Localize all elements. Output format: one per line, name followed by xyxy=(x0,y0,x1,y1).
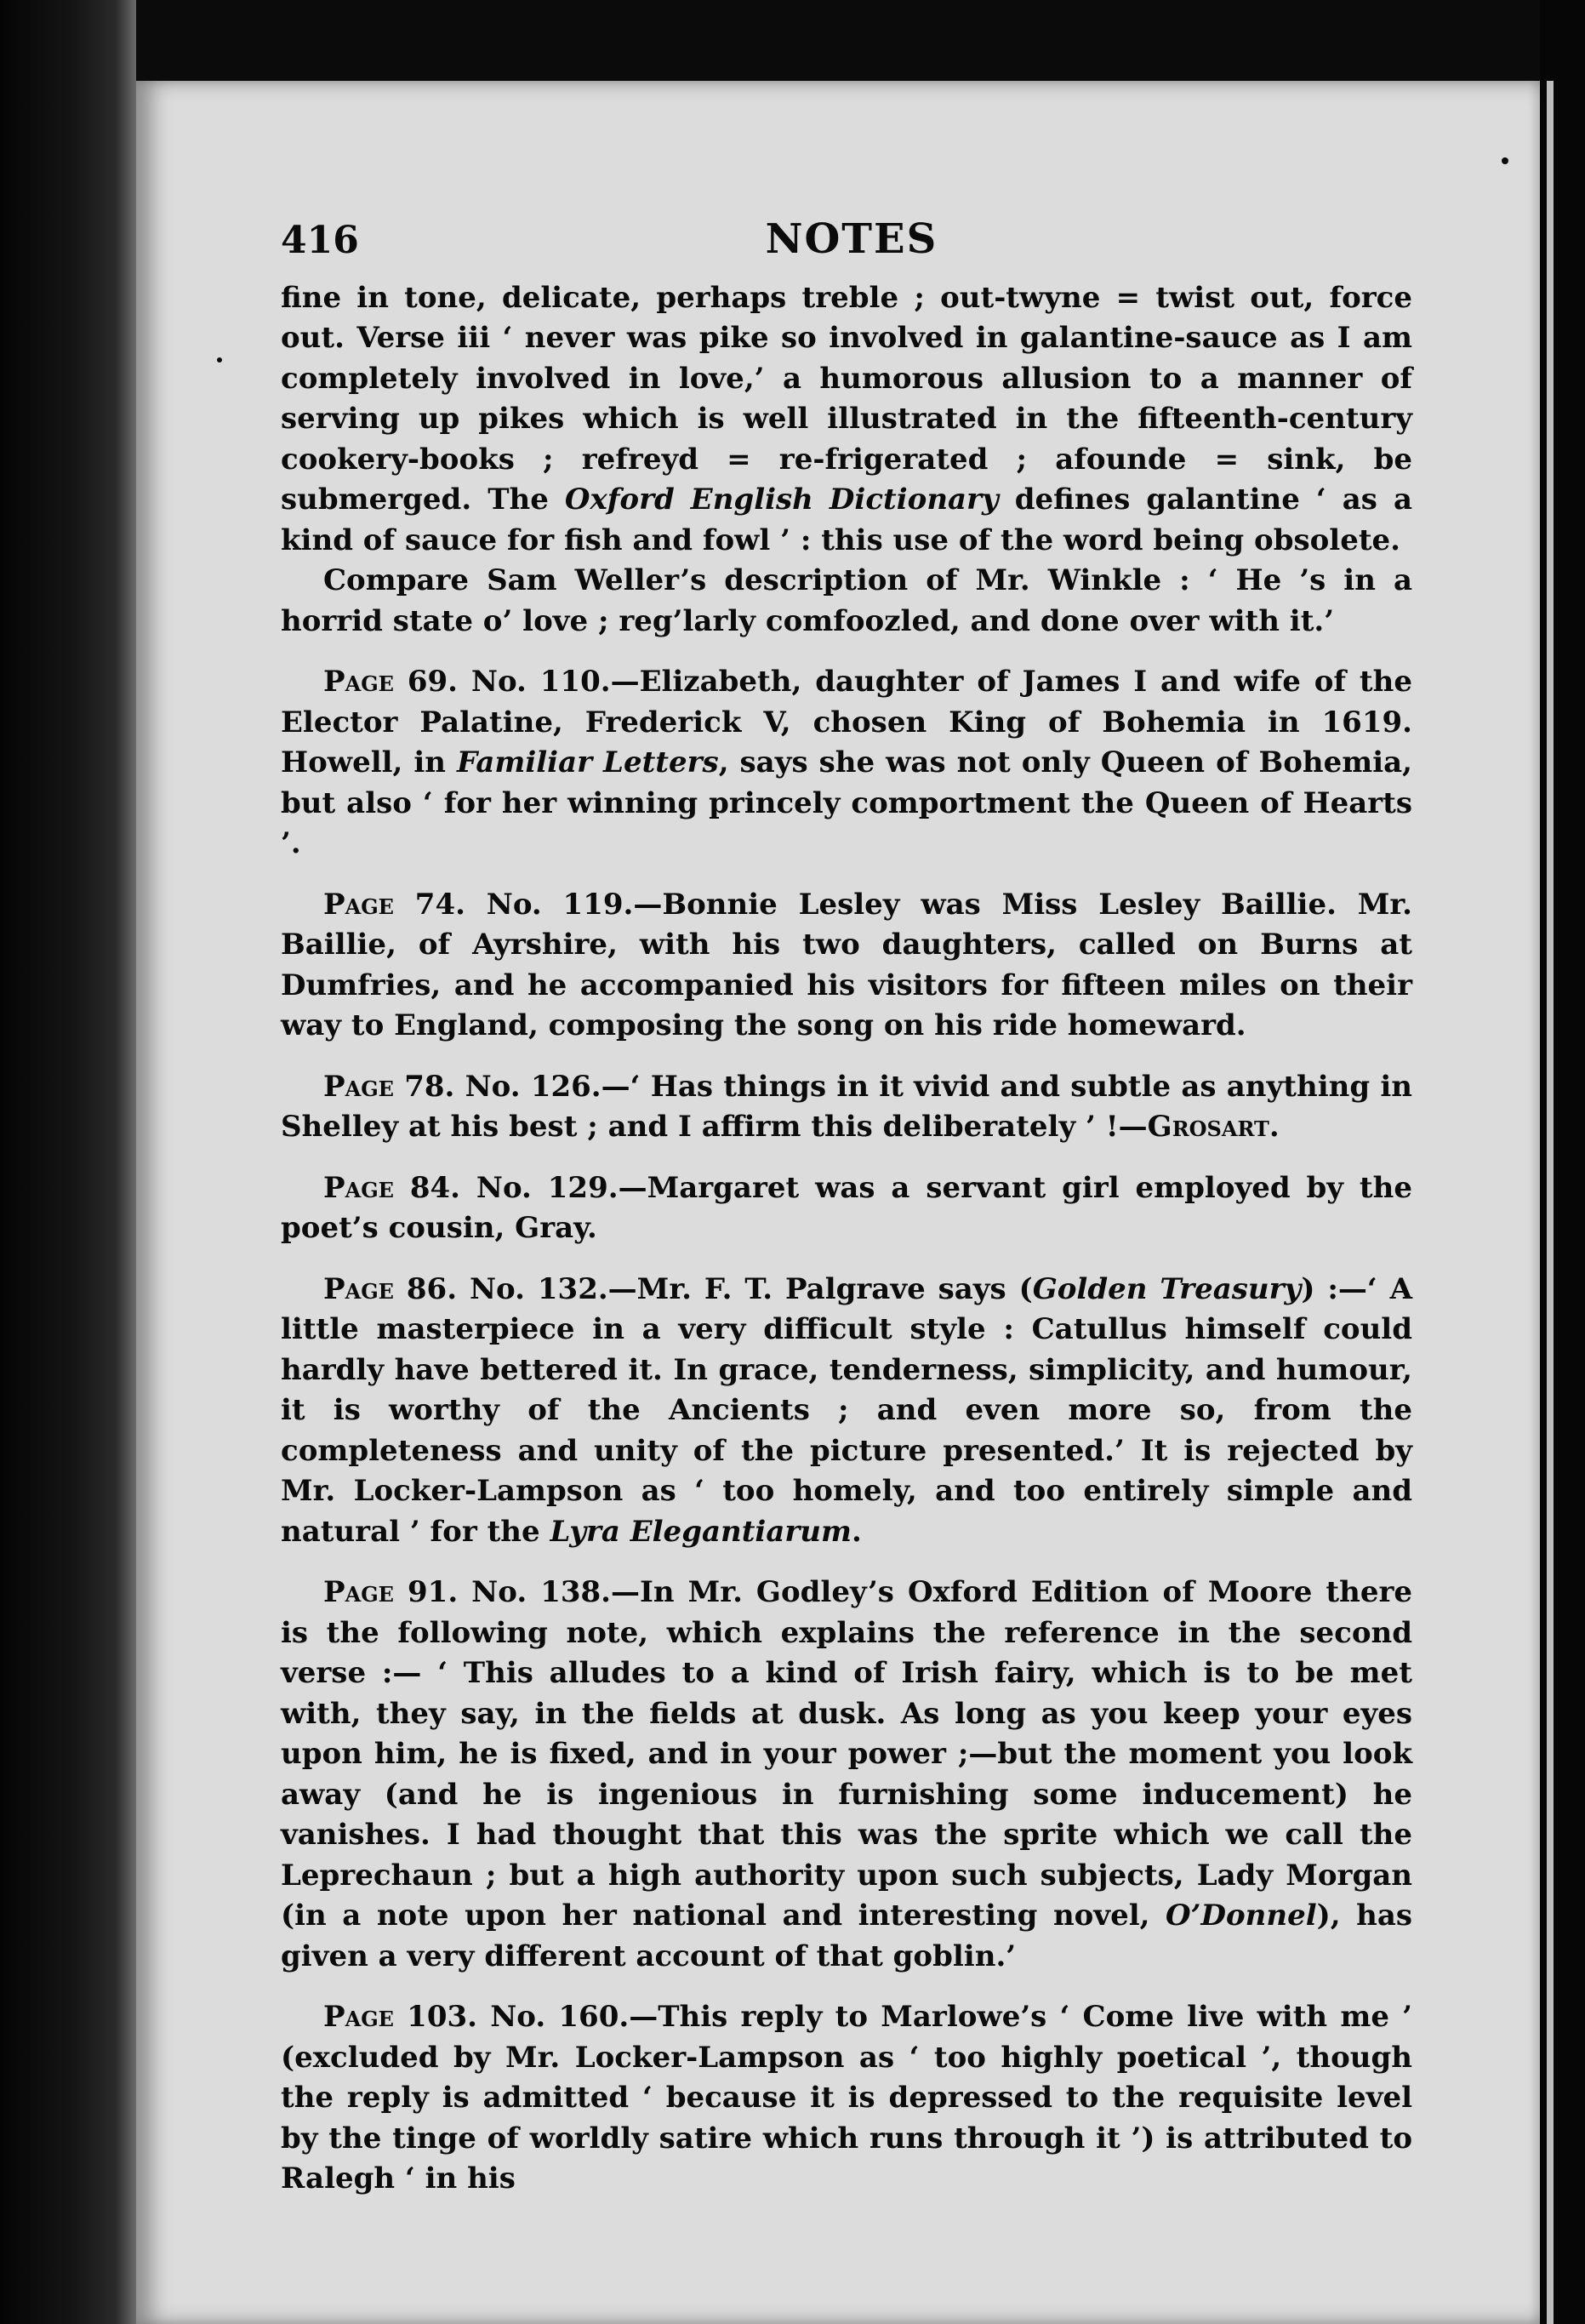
text-run: 86. No. 132.—Mr. F. T. Palgrave says ( xyxy=(393,1271,1033,1306)
text-run: 103. No. 160.—This reply to Marlowe’s ‘ Come live with me ’ (excluded by Mr. Locker-Lampson as ‘ too highly poetical ’, though the reply is admitted ‘ because it is depressed to the requisite level by the tinge of worldly satire which runs through it ’) is attributed to Ralegh ‘ in his xyxy=(281,2000,1412,2196)
italic-title: Oxford English Dictionary xyxy=(564,483,999,517)
text-run: . xyxy=(851,1514,862,1549)
paragraph-continued xyxy=(281,278,1412,562)
note-page-86 xyxy=(281,1270,1412,1553)
italic-title: Familiar Letters xyxy=(457,745,719,779)
note-page-103 xyxy=(281,1997,1412,2200)
running-title: NOTES xyxy=(765,215,938,263)
paragraph-comparison xyxy=(281,561,1412,642)
note-page-69 xyxy=(281,662,1412,865)
italic-title: Lyra Elegantiarum xyxy=(550,1514,852,1549)
scan-top-border xyxy=(136,0,1540,81)
text-run: defines galantine ‘ as a kind of sauce for fish and fowl ’ : this use of the word being obsolete. xyxy=(281,483,1412,557)
text-run: ) :—‘ A little masterpiece in a very difficult style : Catullus himself could hardly have bettered it. In grace, tenderness, simplicity, and humour, it is worthy of the Ancients ; and even more so, from the completeness and unity of the picture presented.’ It is rejected by Mr. Locker-Lampson as ‘ too homely, and too entirely simple and natural ’ for the xyxy=(281,1271,1412,1549)
text-run: 74. No. 119.—Bonnie Lesley was Miss Lesley Baillie. Mr. Baillie, of Ayrshire, with his two daughters, called on Burns at Dumfries, and he accompanied his visitors for fifteen miles on their way to England, composing the song on his ride homeward. xyxy=(281,887,1412,1042)
note-page-84 xyxy=(281,1168,1412,1249)
scan-speck xyxy=(1502,157,1508,164)
running-header xyxy=(281,215,1412,263)
next-page-edge xyxy=(1547,81,1554,2324)
page-label: Page xyxy=(323,1575,394,1609)
scan-speck xyxy=(217,357,222,363)
text-run: , says she was not only Queen of Bohemia, but also ‘ for her winning princely comportment the Queen of Hearts ’. xyxy=(281,745,1412,860)
page-label: Page xyxy=(323,1069,394,1104)
text-run: 84. No. 129.—Margaret was a servant girl employed by the poet’s cousin, Gray. xyxy=(281,1170,1412,1245)
text-run: fine in tone, delicate, perhaps treble ; out-twyne = twist out, force out. Verse iii ‘ never was pike so involved in galantine-sauce as I am completely involved in love,’ a humorous allusion to a manner of serving up pikes which is well illustrated in the fifteenth-century cookery-books ; refreyd = re-frigerated ; afounde = sink, be submerged. The xyxy=(281,280,1412,517)
page-label: Page xyxy=(323,2000,394,2034)
text-run: Compare Sam Weller’s description of Mr. Winkle : ‘ He ’s in a horrid state o’ love ; reg’larly comfoozled, and done over with it.’ xyxy=(281,563,1412,638)
note-page-74 xyxy=(281,885,1412,1047)
author-name: Grosart xyxy=(1147,1110,1269,1144)
page-number: 416 xyxy=(281,219,359,262)
italic-title: Golden Treasury xyxy=(1032,1271,1302,1306)
note-page-78 xyxy=(281,1067,1412,1148)
page-label: Page xyxy=(323,887,394,922)
page-label: Page xyxy=(323,1170,394,1205)
page-text xyxy=(281,215,1412,2200)
book-spine-shadow xyxy=(0,0,136,2324)
text-run: 91. No. 138.—In Mr. Godley’s Oxford Edition of Moore there is the following note, which explains the reference in the second verse :— ‘ This alludes to a kind of Irish fairy, which is to be met with, they say, in the fields at dusk. As long as you keep your eyes upon him, he is fixed, and in your power ;—but the moment you look away (and he is ingenious in furnishing some inducement) he vanishes. I had thought that this was the sprite which we call the Leprechaun ; but a high authority upon such subjects, Lady Morgan (in a note upon her national and interesting novel, xyxy=(281,1575,1412,1933)
text-run: ), has given a very different account of that goblin.’ xyxy=(281,1899,1412,1973)
page-label: Page xyxy=(323,665,394,699)
italic-title: O’Donnel xyxy=(1166,1899,1317,1933)
text-run: . xyxy=(1269,1110,1280,1144)
text-run: 69. No. 110.—Elizabeth, daughter of James I and wife of the Elector Palatine, Frederick V, chosen King of Bohemia in 1619. Howell, in xyxy=(281,665,1412,779)
note-page-91 xyxy=(281,1573,1412,1977)
text-run: 78. No. 126.—‘ Has things in it vivid and subtle as anything in Shelley at his best ; and I affirm this deliberately ’ !— xyxy=(281,1069,1412,1144)
page-label: Page xyxy=(323,1271,394,1306)
